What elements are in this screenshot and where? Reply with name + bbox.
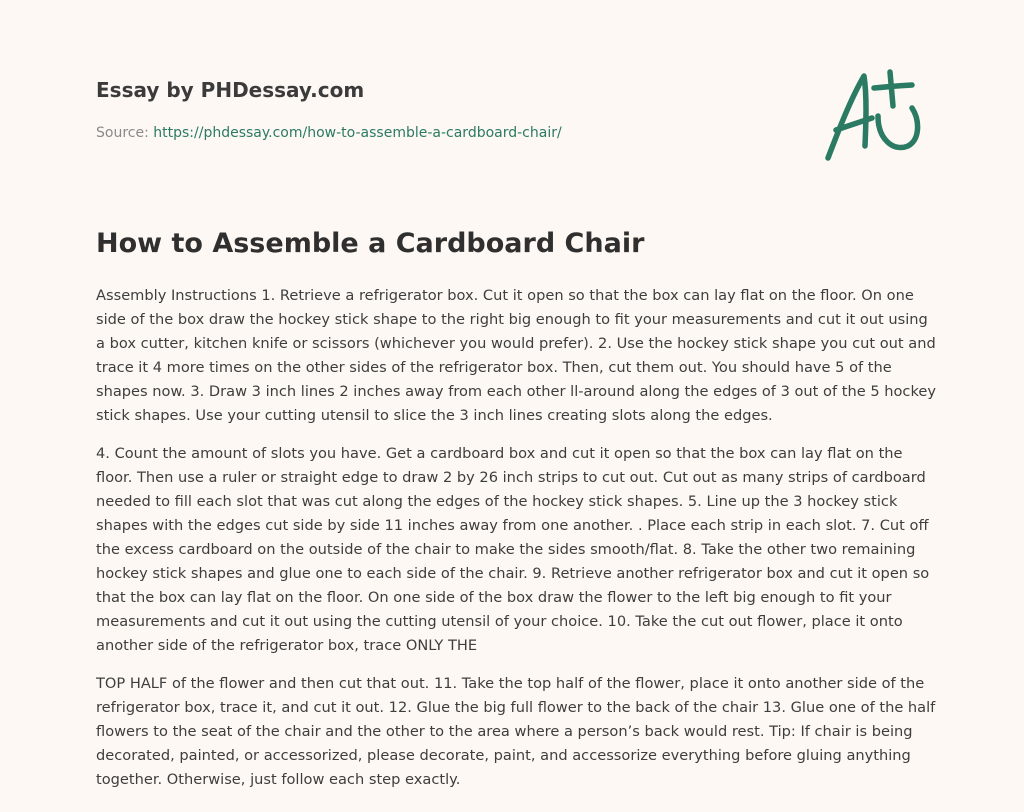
essay-title: How to Assemble a Cardboard Chair — [96, 228, 645, 259]
source-line — [96, 124, 736, 142]
a-plus-logo-icon — [822, 66, 928, 166]
essay-paragraph-3: TOP HALF of the flower and then cut that out. 11. Take the top half of the flower, place it onto another side of the refrigerator box, trace it, and cut it out. 12. Glue the big full flower to the back of the chair 13. Glue one of the half flowers to the seat of the chair and the other to the area where a person’s back would rest. Tip: If chair is being decorated, painted, or accessorized, please decorate, paint, and accessorize everything before gluing anything together. Otherwise, just follow each step exactly. — [96, 675, 936, 788]
essay-paragraph-2: 4. Count the amount of slots you have. Get a cardboard box and cut it open so that the box can lay flat on the floor. Then use a ruler or straight edge to draw 2 by 26 inch strips to cut out. Cut out as many strips of cardboard needed to fill each slot that was cut along the edges of the hockey stick shapes. 5. Line up the 3 hockey stick shapes with the edges cut side by side 11 inches away from one another. . Place each strip in each slot. 7. Cut off the excess cardboard on the outside of the chair to make the sides smooth/flat. 8. Take the other two remaining hockey stick shapes and glue one to each side of the chair. 9. Retrieve another refrigerator box and cut it open so that the box can lay flat on the floor. On one side of the box draw the flower to the left big enough to fit your measurements and cut it out using the cutting utensil of your choice. 10. Take the cut out flower, place it onto another side of the refrigerator box, trace ONLY THE — [96, 445, 930, 654]
source-label: Source: — [96, 125, 154, 141]
site-title: Essay by PHDessay.com — [96, 78, 365, 102]
source-link[interactable]: https://phdessay.com/how-to-assemble-a-cardboard-chair/ — [153, 125, 562, 141]
essay-paragraph-1: Assembly Instructions 1. Retrieve a refrigerator box. Cut it open so that the box can lay flat on the floor. On one side of the box draw the hockey stick shape to the right big enough to fit your measurements and cut it out using a box cutter, kitchen knife or scissors (whichever you would prefer). 2. Use the hockey stick shape you cut out and trace it 4 more times on the other sides of the refrigerator box. Then, cut them out. You should have 5 of the shapes now. 3. Draw 3 inch lines 2 inches away from each other ll-around along the edges of 3 out of the 5 hockey stick shapes. Use your cutting utensil to slice the 3 inch lines creating slots along the edges. — [96, 287, 936, 424]
essay-body — [96, 284, 938, 806]
page-header — [96, 76, 736, 142]
